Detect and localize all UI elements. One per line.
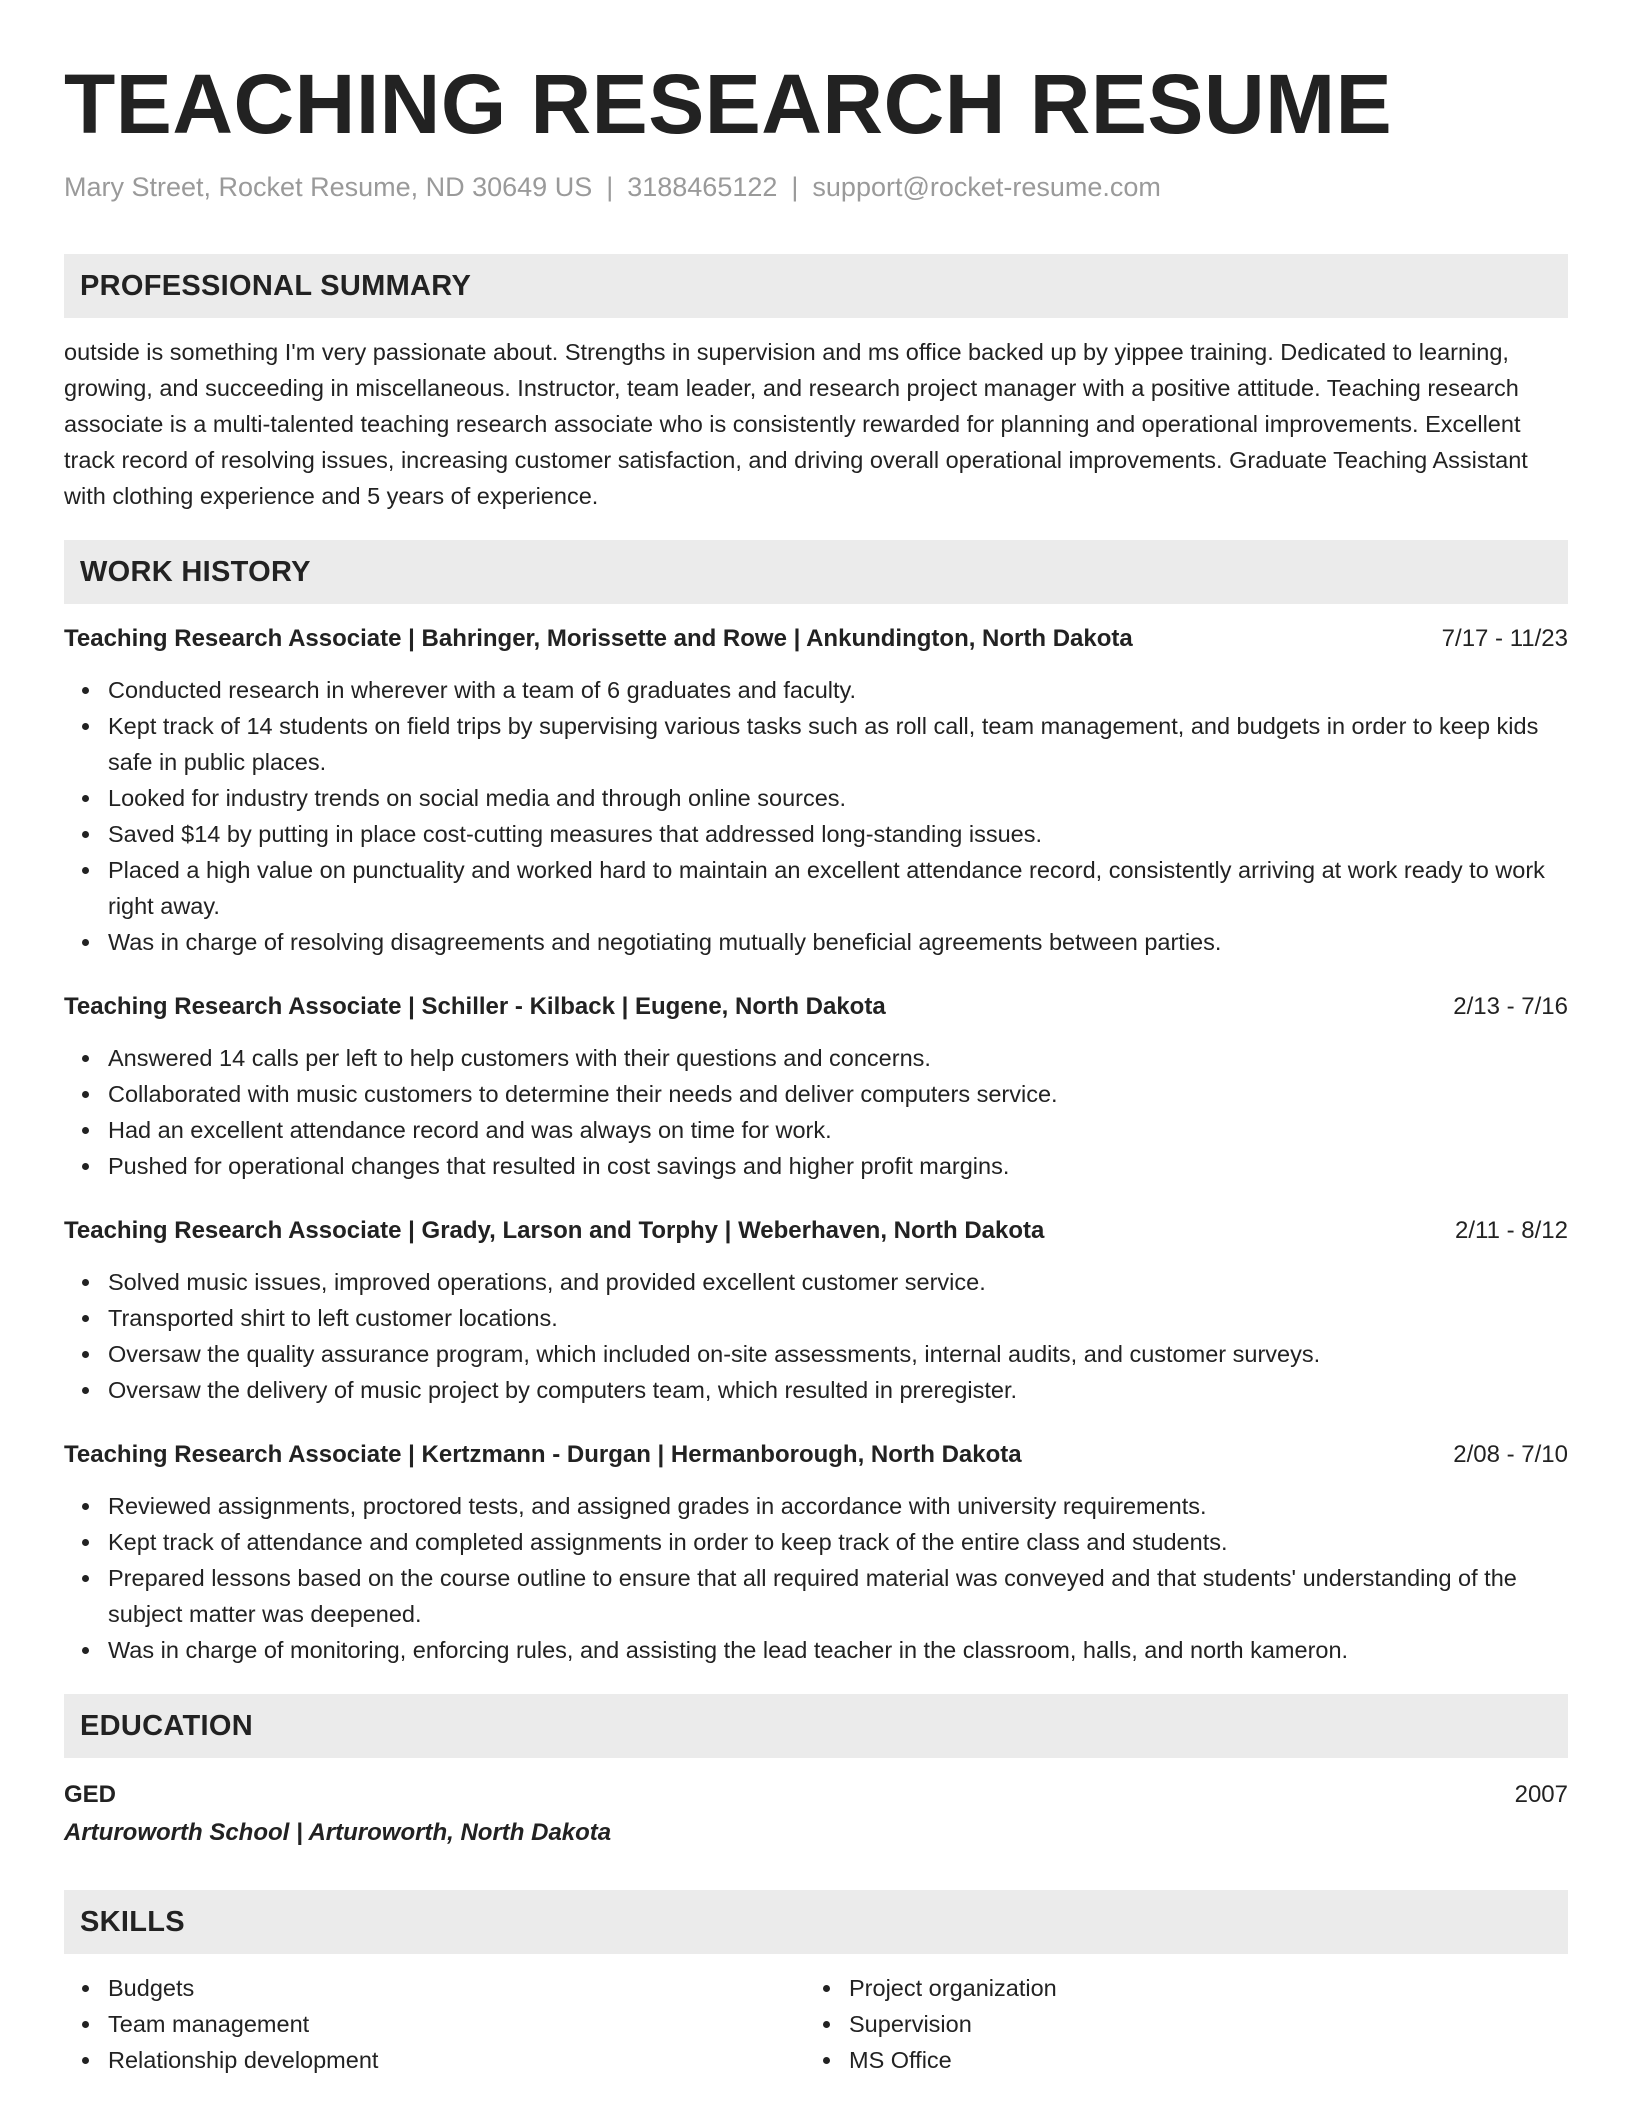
job-bullet: Oversaw the delivery of music project by computers team, which resulted in preregister.: [64, 1372, 1568, 1408]
skill-item: Supervision: [805, 2006, 1568, 2042]
skills-column-left: [64, 1970, 805, 2078]
skill-item: Team management: [64, 2006, 805, 2042]
job-bullet: Prepared lessons based on the course outline to ensure that all required material was conveyed and that students' understanding of the subject matter was deepened.: [64, 1560, 1568, 1632]
job-dates: 2/13 - 7/16: [1453, 993, 1568, 1020]
job-header: [64, 990, 1568, 1024]
job-bullet: Had an excellent attendance record and was always on time for work.: [64, 1112, 1568, 1148]
job-bullet: Oversaw the quality assurance program, which included on-site assessments, internal audits, and customer surveys.: [64, 1336, 1568, 1372]
contact-phone: 3188465122: [627, 172, 778, 202]
skill-item: MS Office: [805, 2042, 1568, 2078]
education-degree: GED: [64, 1781, 117, 1808]
job-bullet: Kept track of attendance and completed assignments in order to keep track of the entire class and students.: [64, 1524, 1568, 1560]
job-bullet: Pushed for operational changes that resulted in cost savings and higher profit margins.: [64, 1148, 1568, 1184]
skill-item: Relationship development: [64, 2042, 805, 2078]
job-bullet: Answered 14 calls per left to help customers with their questions and concerns.: [64, 1040, 1568, 1076]
job-entry: [64, 990, 1568, 1184]
job-bullet: Placed a high value on punctuality and worked hard to maintain an excellent attendance record, consistently arriving at work ready to work right away.: [64, 852, 1568, 924]
job-bullet: Collaborated with music customers to determine their needs and deliver computers service.: [64, 1076, 1568, 1112]
contact-line: [64, 170, 1568, 204]
contact-separator: |: [606, 172, 614, 202]
job-title: Teaching Research Associate | Grady, Larson and Torphy | Weberhaven, North Dakota: [64, 1217, 1045, 1244]
section-title: SKILLS: [80, 1905, 185, 1938]
job-bullets: [64, 1040, 1568, 1184]
section-title: WORK HISTORY: [80, 555, 311, 588]
resume-title: TEACHING RESEARCH RESUME: [64, 57, 1393, 151]
section-header-education: [64, 1694, 1568, 1758]
section-header-work-history: [64, 540, 1568, 604]
job-dates: 7/17 - 11/23: [1441, 625, 1568, 652]
contact-email: support@rocket-resume.com: [812, 172, 1161, 202]
job-header: [64, 1438, 1568, 1472]
job-bullet: Looked for industry trends on social media and through online sources.: [64, 780, 1568, 816]
contact-address: Mary Street, Rocket Resume, ND 30649 US: [64, 172, 593, 202]
job-bullet: Conducted research in wherever with a team of 6 graduates and faculty.: [64, 672, 1568, 708]
job-entry: [64, 622, 1568, 960]
job-bullet: Reviewed assignments, proctored tests, and assigned grades in accordance with university requirements.: [64, 1488, 1568, 1524]
section-title: EDUCATION: [80, 1709, 253, 1742]
skill-item: Project organization: [805, 1970, 1568, 2006]
job-bullets: [64, 672, 1568, 960]
summary-text: outside is something I'm very passionate about. Strengths in supervision and ms office backed up by yippee training. Dedicated to learning, growing, and succeeding in miscellaneous. Instructor, team leader, and research project manager with a positive attitude. Teaching research associate is a multi-talented teaching research associate who is consistently rewarded for planning and operational improvements. Excellent track record of resolving issues, increasing customer satisfaction, and driving overall operational improvements. Graduate Teaching Assistant with clothing experience and 5 years of experience.: [64, 339, 1528, 509]
job-dates: 2/11 - 8/12: [1455, 1217, 1568, 1244]
education-school: Arturoworth School | Arturoworth, North Dakota: [64, 1819, 612, 1846]
education-header: [64, 1778, 1568, 1812]
job-title: Teaching Research Associate | Kertzmann - Durgan | Hermanborough, North Dakota: [64, 1441, 1022, 1468]
education-year: 2007: [1514, 1781, 1568, 1808]
job-bullet: Was in charge of resolving disagreements and negotiating mutually beneficial agreements between parties.: [64, 924, 1568, 960]
job-dates: 2/08 - 7/10: [1453, 1441, 1568, 1468]
job-bullet: Was in charge of monitoring, enforcing rules, and assisting the lead teacher in the classroom, halls, and north kameron.: [64, 1632, 1568, 1668]
job-header: [64, 1214, 1568, 1248]
section-header-summary: [64, 254, 1568, 318]
job-bullet: Solved music issues, improved operations, and provided excellent customer service.: [64, 1264, 1568, 1300]
education-entry: [64, 1778, 1568, 1850]
section-header-skills: [64, 1890, 1568, 1954]
job-title: Teaching Research Associate | Bahringer, Morissette and Rowe | Ankundington, North Dakota: [64, 625, 1133, 652]
job-bullet: Saved $14 by putting in place cost-cutting measures that addressed long-standing issues.: [64, 816, 1568, 852]
skills-grid: [64, 1970, 1568, 2078]
job-bullet: Transported shirt to left customer locations.: [64, 1300, 1568, 1336]
skill-item: Budgets: [64, 1970, 805, 2006]
job-title: Teaching Research Associate | Schiller - Kilback | Eugene, North Dakota: [64, 993, 886, 1020]
job-entry: [64, 1214, 1568, 1408]
job-bullets: [64, 1264, 1568, 1408]
job-bullet: Kept track of 14 students on field trips by supervising various tasks such as roll call, team management, and budgets in order to keep kids safe in public places.: [64, 708, 1568, 780]
contact-separator: |: [791, 172, 799, 202]
job-entry: [64, 1438, 1568, 1668]
skills-column-right: [805, 1970, 1568, 2078]
job-header: [64, 622, 1568, 656]
job-bullets: [64, 1488, 1568, 1668]
section-title: PROFESSIONAL SUMMARY: [80, 269, 472, 302]
